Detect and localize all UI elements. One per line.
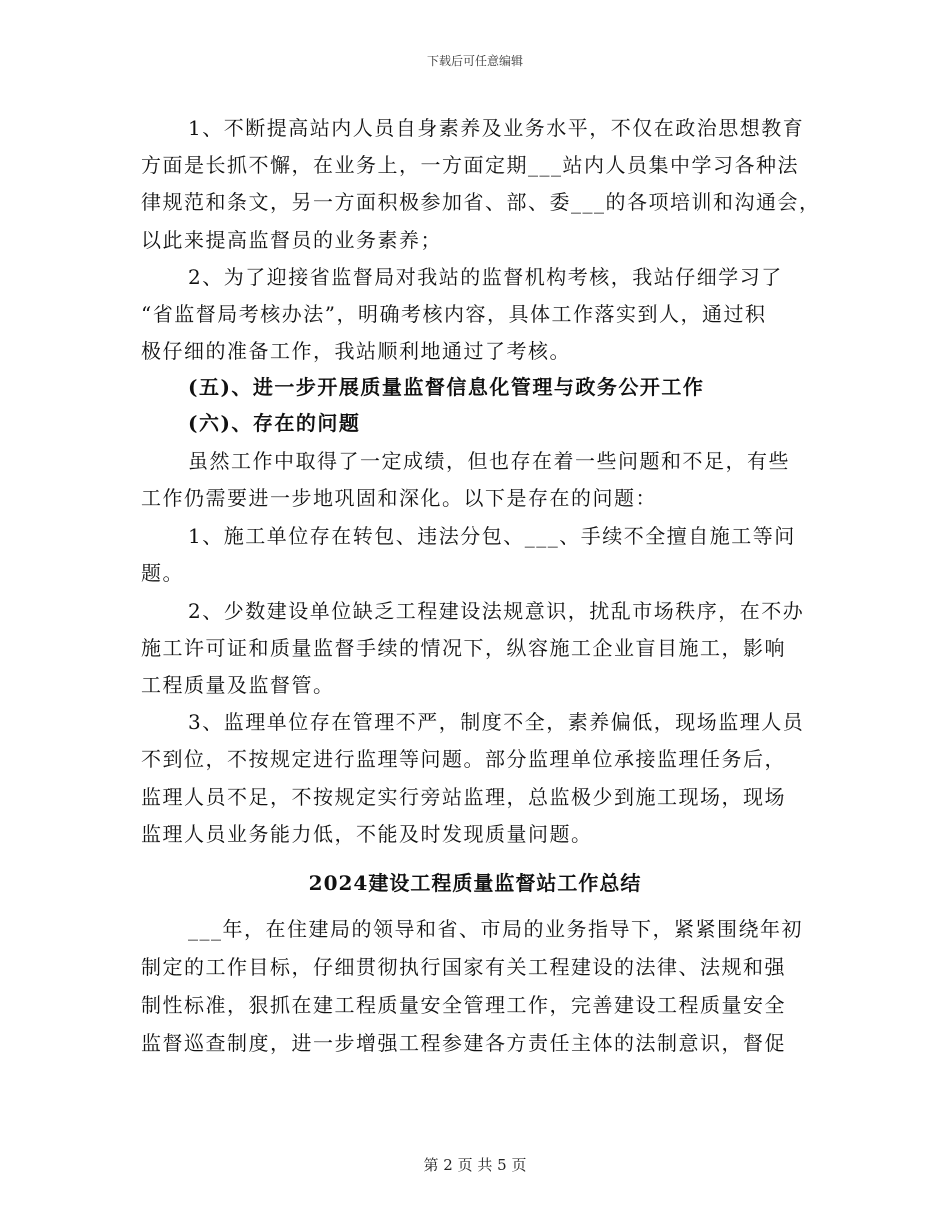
paragraph-line: 极仔细的准备工作，我站顺利地通过了考核。 bbox=[141, 339, 571, 363]
paragraph-line: 律规范和条文，另一方面积极参加省、部、委___的各项培训和沟通会， bbox=[141, 190, 821, 214]
paragraph-line: 监理人员业务能力低，不能及时发现质量问题。 bbox=[141, 822, 593, 846]
page-footer: 第 2 页 共 5 页 bbox=[423, 1156, 527, 1174]
page-header: 下载后可任意编辑 bbox=[426, 54, 523, 68]
section-heading: (六)、存在的问题 bbox=[188, 411, 361, 435]
paragraph-line: 工程质量及监督管。 bbox=[141, 673, 335, 697]
paragraph-line: 题。 bbox=[141, 561, 184, 585]
paragraph-line: 3、监理单位存在管理不严，制度不全，素养偏低，现场监理人员 bbox=[188, 710, 805, 734]
paragraph-line: 2、少数建设单位缺乏工程建设法规意识，扰乱市场秩序，在不办 bbox=[188, 599, 805, 623]
paragraph-line: 方面是长抓不懈，在业务上，一方面定期___站内人员集中学习各种法 bbox=[141, 153, 799, 177]
section-heading: (五)、进一步开展质量监督信息化管理与政务公开工作 bbox=[188, 375, 705, 399]
paragraph-line: 1、不断提高站内人员自身素养及业务水平，不仅在政治思想教育 bbox=[188, 116, 805, 140]
paragraph-line: 不到位，不按规定进行监理等问题。部分监理单位承接监理任务后， bbox=[141, 747, 786, 771]
paragraph-line: ___年，在住建局的领导和省、市局的业务指导下，紧紧围绕年初 bbox=[188, 917, 803, 941]
paragraph-line: 监理人员不足，不按规定实行旁站监理，总监极少到施工现场，现场 bbox=[141, 785, 786, 809]
paragraph-line: 监督巡查制度，进一步增强工程参建各方责任主体的法制意识，督促 bbox=[141, 1031, 786, 1055]
document-title: 2024建设工程质量监督站工作总结 bbox=[308, 871, 642, 895]
paragraph-line: “省监督局考核办法”，明确考核内容，具体工作落实到人，通过积 bbox=[141, 302, 767, 326]
paragraph-line: 1、施工单位存在转包、违法分包、___、手续不全擅自施工等问 bbox=[188, 524, 796, 548]
paragraph-line: 施工许可证和质量监督手续的情况下，纵容施工企业盲目施工，影响 bbox=[141, 636, 786, 660]
paragraph-line: 以此来提高监督员的业务素养； bbox=[141, 228, 442, 252]
paragraph-line: 制性标准，狠抓在建工程质量安全管理工作，完善建设工程质量安全 bbox=[141, 993, 786, 1017]
paragraph-line: 制定的工作目标，仔细贯彻执行国家有关工程建设的法律、法规和强 bbox=[141, 955, 786, 979]
paragraph-line: 2、为了迎接省监督局对我站的监督机构考核，我站仔细学习了 bbox=[188, 265, 783, 289]
paragraph-line: 工作仍需要进一步地巩固和深化。以下是存在的问题： bbox=[141, 486, 657, 510]
paragraph-line: 虽然工作中取得了一定成绩，但也存在着一些问题和不足，有些 bbox=[188, 449, 790, 473]
